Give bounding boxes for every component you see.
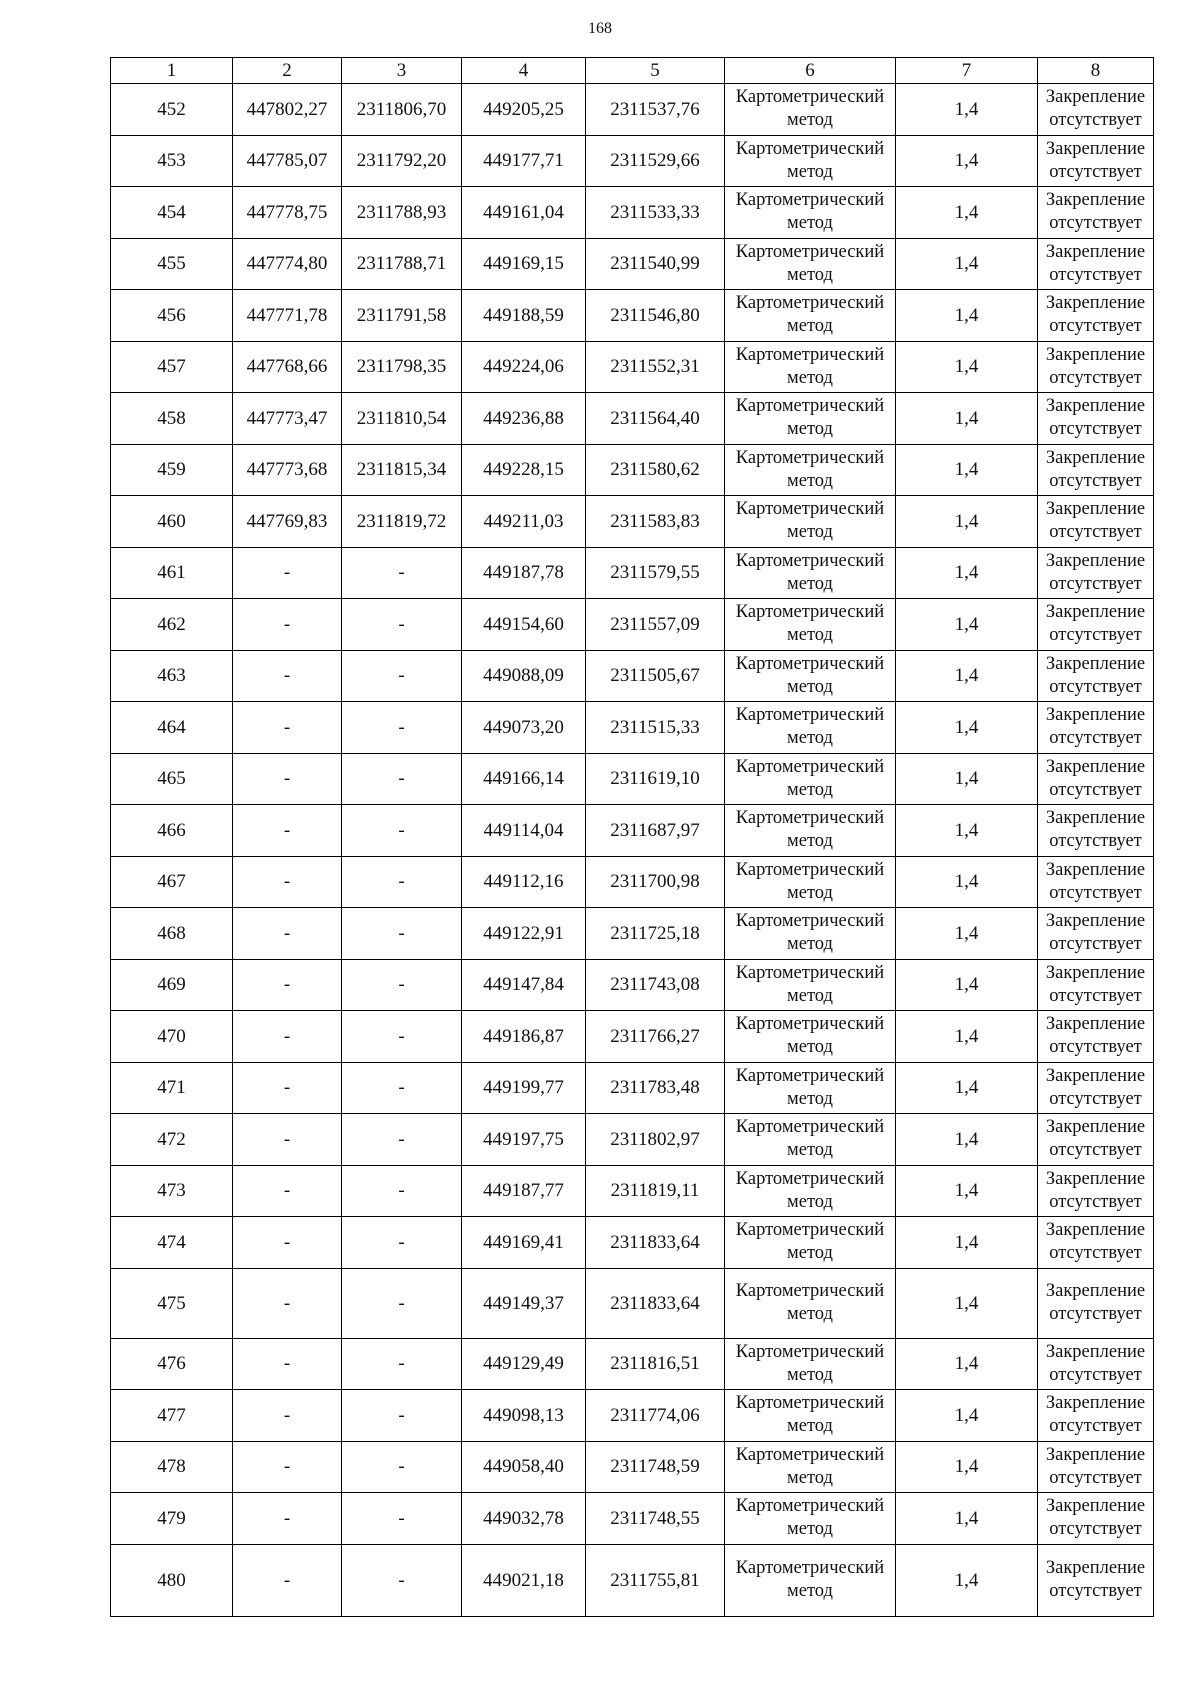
method-cell: Картометрический метод — [725, 1544, 896, 1616]
old-x-cell: 447773,68 — [233, 444, 342, 496]
new-y-cell: 2311816,51 — [586, 1338, 725, 1390]
method-cell: Картометрический метод — [725, 959, 896, 1011]
old-x-cell: 447769,83 — [233, 496, 342, 548]
old-y-cell: 2311815,34 — [342, 444, 462, 496]
new-y-cell: 2311802,97 — [586, 1114, 725, 1166]
new-y-cell: 2311748,55 — [586, 1493, 725, 1545]
new-y-cell: 2311819,11 — [586, 1165, 725, 1217]
header-cell-7: 7 — [896, 58, 1038, 84]
point-number-cell: 476 — [111, 1338, 233, 1390]
table-row — [111, 187, 1154, 239]
fixing-cell: Закрепление отсутствует — [1038, 135, 1154, 187]
method-cell: Картометрический метод — [725, 444, 896, 496]
accuracy-cell: 1,4 — [896, 908, 1038, 960]
accuracy-cell: 1,4 — [896, 650, 1038, 702]
new-y-cell: 2311748,59 — [586, 1441, 725, 1493]
table-row — [111, 1217, 1154, 1269]
method-cell: Картометрический метод — [725, 547, 896, 599]
point-number-cell: 456 — [111, 290, 233, 342]
old-y-cell: - — [342, 959, 462, 1011]
old-x-cell: 447773,47 — [233, 393, 342, 445]
header-cell-6: 6 — [725, 58, 896, 84]
old-y-cell: 2311806,70 — [342, 84, 462, 136]
new-y-cell: 2311743,08 — [586, 959, 725, 1011]
fixing-cell: Закрепление отсутствует — [1038, 1062, 1154, 1114]
old-y-cell: 2311788,71 — [342, 238, 462, 290]
table-row — [111, 959, 1154, 1011]
table-row — [111, 908, 1154, 960]
accuracy-cell: 1,4 — [896, 1217, 1038, 1269]
accuracy-cell: 1,4 — [896, 599, 1038, 651]
new-y-cell: 2311833,64 — [586, 1268, 725, 1338]
old-y-cell: - — [342, 1165, 462, 1217]
accuracy-cell: 1,4 — [896, 1011, 1038, 1063]
header-cell-2: 2 — [233, 58, 342, 84]
method-cell: Картометрический метод — [725, 238, 896, 290]
table-row — [111, 238, 1154, 290]
fixing-cell: Закрепление отсутствует — [1038, 1390, 1154, 1442]
accuracy-cell: 1,4 — [896, 1268, 1038, 1338]
new-x-cell: 449187,78 — [462, 547, 586, 599]
new-x-cell: 449166,14 — [462, 753, 586, 805]
old-x-cell: 447785,07 — [233, 135, 342, 187]
table-row — [111, 702, 1154, 754]
new-x-cell: 449021,18 — [462, 1544, 586, 1616]
fixing-cell: Закрепление отсутствует — [1038, 1493, 1154, 1545]
point-number-cell: 459 — [111, 444, 233, 496]
new-y-cell: 2311580,62 — [586, 444, 725, 496]
table-row — [111, 1011, 1154, 1063]
new-y-cell: 2311579,55 — [586, 547, 725, 599]
point-number-cell: 457 — [111, 341, 233, 393]
new-x-cell: 449169,15 — [462, 238, 586, 290]
fixing-cell: Закрепление отсутствует — [1038, 1338, 1154, 1390]
point-number-cell: 460 — [111, 496, 233, 548]
new-x-cell: 449186,87 — [462, 1011, 586, 1063]
old-y-cell: - — [342, 1441, 462, 1493]
new-x-cell: 449073,20 — [462, 702, 586, 754]
point-number-cell: 479 — [111, 1493, 233, 1545]
table-row — [111, 393, 1154, 445]
table-row — [111, 1062, 1154, 1114]
method-cell: Картометрический метод — [725, 135, 896, 187]
fixing-cell: Закрепление отсутствует — [1038, 444, 1154, 496]
old-x-cell: - — [233, 599, 342, 651]
accuracy-cell: 1,4 — [896, 805, 1038, 857]
old-x-cell: - — [233, 547, 342, 599]
old-x-cell: 447768,66 — [233, 341, 342, 393]
new-y-cell: 2311505,67 — [586, 650, 725, 702]
new-y-cell: 2311725,18 — [586, 908, 725, 960]
fixing-cell: Закрепление отсутствует — [1038, 1217, 1154, 1269]
method-cell: Картометрический метод — [725, 1011, 896, 1063]
old-x-cell: - — [233, 805, 342, 857]
table-row — [111, 1165, 1154, 1217]
old-x-cell: - — [233, 650, 342, 702]
table-row — [111, 1338, 1154, 1390]
table-header-row — [111, 58, 1154, 84]
new-y-cell: 2311552,31 — [586, 341, 725, 393]
new-x-cell: 449088,09 — [462, 650, 586, 702]
accuracy-cell: 1,4 — [896, 444, 1038, 496]
old-y-cell: - — [342, 1268, 462, 1338]
point-number-cell: 473 — [111, 1165, 233, 1217]
old-y-cell: 2311810,54 — [342, 393, 462, 445]
new-x-cell: 449205,25 — [462, 84, 586, 136]
fixing-cell: Закрепление отсутствует — [1038, 290, 1154, 342]
fixing-cell: Закрепление отсутствует — [1038, 702, 1154, 754]
new-x-cell: 449224,06 — [462, 341, 586, 393]
new-x-cell: 449188,59 — [462, 290, 586, 342]
table-row — [111, 856, 1154, 908]
header-cell-4: 4 — [462, 58, 586, 84]
accuracy-cell: 1,4 — [896, 1441, 1038, 1493]
old-y-cell: - — [342, 1062, 462, 1114]
fixing-cell: Закрепление отсутствует — [1038, 1441, 1154, 1493]
method-cell: Картометрический метод — [725, 1338, 896, 1390]
old-x-cell: - — [233, 1338, 342, 1390]
accuracy-cell: 1,4 — [896, 702, 1038, 754]
fixing-cell: Закрепление отсутствует — [1038, 908, 1154, 960]
accuracy-cell: 1,4 — [896, 856, 1038, 908]
accuracy-cell: 1,4 — [896, 959, 1038, 1011]
old-y-cell: - — [342, 1338, 462, 1390]
point-number-cell: 466 — [111, 805, 233, 857]
old-y-cell: - — [342, 1390, 462, 1442]
new-x-cell: 449228,15 — [462, 444, 586, 496]
new-x-cell: 449177,71 — [462, 135, 586, 187]
new-y-cell: 2311533,33 — [586, 187, 725, 239]
old-x-cell: - — [233, 702, 342, 754]
old-y-cell: 2311798,35 — [342, 341, 462, 393]
old-y-cell: - — [342, 753, 462, 805]
table-row — [111, 1268, 1154, 1338]
point-number-cell: 469 — [111, 959, 233, 1011]
method-cell: Картометрический метод — [725, 187, 896, 239]
new-y-cell: 2311774,06 — [586, 1390, 725, 1442]
old-x-cell: 447778,75 — [233, 187, 342, 239]
table-row — [111, 599, 1154, 651]
method-cell: Картометрический метод — [725, 496, 896, 548]
old-y-cell: 2311819,72 — [342, 496, 462, 548]
old-y-cell: - — [342, 702, 462, 754]
table-row — [111, 1544, 1154, 1616]
new-x-cell: 449161,04 — [462, 187, 586, 239]
table-row — [111, 1441, 1154, 1493]
coordinates-table — [110, 57, 1154, 1617]
new-y-cell: 2311783,48 — [586, 1062, 725, 1114]
point-number-cell: 467 — [111, 856, 233, 908]
old-x-cell: - — [233, 908, 342, 960]
old-y-cell: - — [342, 650, 462, 702]
point-number-cell: 470 — [111, 1011, 233, 1063]
method-cell: Картометрический метод — [725, 341, 896, 393]
method-cell: Картометрический метод — [725, 290, 896, 342]
fixing-cell: Закрепление отсутствует — [1038, 856, 1154, 908]
point-number-cell: 477 — [111, 1390, 233, 1442]
accuracy-cell: 1,4 — [896, 1062, 1038, 1114]
old-x-cell: - — [233, 1114, 342, 1166]
fixing-cell: Закрепление отсутствует — [1038, 1011, 1154, 1063]
old-y-cell: - — [342, 1544, 462, 1616]
fixing-cell: Закрепление отсутствует — [1038, 187, 1154, 239]
old-x-cell: - — [233, 1011, 342, 1063]
accuracy-cell: 1,4 — [896, 1390, 1038, 1442]
old-y-cell: - — [342, 1011, 462, 1063]
old-y-cell: - — [342, 547, 462, 599]
old-y-cell: 2311792,20 — [342, 135, 462, 187]
method-cell: Картометрический метод — [725, 908, 896, 960]
fixing-cell: Закрепление отсутствует — [1038, 84, 1154, 136]
old-x-cell: - — [233, 1165, 342, 1217]
old-x-cell: 447771,78 — [233, 290, 342, 342]
method-cell: Картометрический метод — [725, 1062, 896, 1114]
new-x-cell: 449114,04 — [462, 805, 586, 857]
old-y-cell: 2311791,58 — [342, 290, 462, 342]
accuracy-cell: 1,4 — [896, 1544, 1038, 1616]
point-number-cell: 458 — [111, 393, 233, 445]
fixing-cell: Закрепление отсутствует — [1038, 599, 1154, 651]
method-cell: Картометрический метод — [725, 856, 896, 908]
fixing-cell: Закрепление отсутствует — [1038, 805, 1154, 857]
new-x-cell: 449199,77 — [462, 1062, 586, 1114]
new-x-cell: 449129,49 — [462, 1338, 586, 1390]
old-y-cell: - — [342, 856, 462, 908]
point-number-cell: 465 — [111, 753, 233, 805]
new-y-cell: 2311537,76 — [586, 84, 725, 136]
method-cell: Картометрический метод — [725, 84, 896, 136]
point-number-cell: 480 — [111, 1544, 233, 1616]
point-number-cell: 474 — [111, 1217, 233, 1269]
point-number-cell: 471 — [111, 1062, 233, 1114]
method-cell: Картометрический метод — [725, 1268, 896, 1338]
new-x-cell: 449122,91 — [462, 908, 586, 960]
fixing-cell: Закрепление отсутствует — [1038, 1114, 1154, 1166]
new-y-cell: 2311529,66 — [586, 135, 725, 187]
point-number-cell: 464 — [111, 702, 233, 754]
old-y-cell: - — [342, 1217, 462, 1269]
new-x-cell: 449197,75 — [462, 1114, 586, 1166]
old-x-cell: - — [233, 1390, 342, 1442]
new-y-cell: 2311619,10 — [586, 753, 725, 805]
accuracy-cell: 1,4 — [896, 187, 1038, 239]
old-y-cell: - — [342, 908, 462, 960]
point-number-cell: 452 — [111, 84, 233, 136]
accuracy-cell: 1,4 — [896, 393, 1038, 445]
fixing-cell: Закрепление отсутствует — [1038, 547, 1154, 599]
point-number-cell: 455 — [111, 238, 233, 290]
point-number-cell: 475 — [111, 1268, 233, 1338]
header-cell-8: 8 — [1038, 58, 1154, 84]
table-row — [111, 444, 1154, 496]
new-x-cell: 449112,16 — [462, 856, 586, 908]
new-y-cell: 2311583,83 — [586, 496, 725, 548]
old-y-cell: - — [342, 599, 462, 651]
table-row — [111, 135, 1154, 187]
point-number-cell: 454 — [111, 187, 233, 239]
point-number-cell: 461 — [111, 547, 233, 599]
method-cell: Картометрический метод — [725, 1493, 896, 1545]
old-x-cell: - — [233, 1268, 342, 1338]
new-x-cell: 449149,37 — [462, 1268, 586, 1338]
new-y-cell: 2311687,97 — [586, 805, 725, 857]
accuracy-cell: 1,4 — [896, 1493, 1038, 1545]
new-x-cell: 449169,41 — [462, 1217, 586, 1269]
new-x-cell: 449032,78 — [462, 1493, 586, 1545]
accuracy-cell: 1,4 — [896, 1165, 1038, 1217]
old-y-cell: - — [342, 805, 462, 857]
fixing-cell: Закрепление отсутствует — [1038, 238, 1154, 290]
page-number: 168 — [588, 20, 612, 37]
new-y-cell: 2311833,64 — [586, 1217, 725, 1269]
method-cell: Картометрический метод — [725, 753, 896, 805]
accuracy-cell: 1,4 — [896, 1338, 1038, 1390]
old-y-cell: - — [342, 1493, 462, 1545]
point-number-cell: 463 — [111, 650, 233, 702]
method-cell: Картометрический метод — [725, 650, 896, 702]
new-y-cell: 2311564,40 — [586, 393, 725, 445]
method-cell: Картометрический метод — [725, 805, 896, 857]
fixing-cell: Закрепление отсутствует — [1038, 1165, 1154, 1217]
new-y-cell: 2311700,98 — [586, 856, 725, 908]
old-x-cell: 447802,27 — [233, 84, 342, 136]
header-cell-5: 5 — [586, 58, 725, 84]
accuracy-cell: 1,4 — [896, 1114, 1038, 1166]
old-x-cell: - — [233, 1217, 342, 1269]
table-row — [111, 341, 1154, 393]
method-cell: Картометрический метод — [725, 1165, 896, 1217]
old-y-cell: - — [342, 1114, 462, 1166]
table-row — [111, 1390, 1154, 1442]
table-row — [111, 547, 1154, 599]
method-cell: Картометрический метод — [725, 599, 896, 651]
table-row — [111, 1114, 1154, 1166]
new-x-cell: 449147,84 — [462, 959, 586, 1011]
point-number-cell: 478 — [111, 1441, 233, 1493]
new-x-cell: 449098,13 — [462, 1390, 586, 1442]
new-y-cell: 2311766,27 — [586, 1011, 725, 1063]
table-row — [111, 805, 1154, 857]
new-x-cell: 449058,40 — [462, 1441, 586, 1493]
new-y-cell: 2311557,09 — [586, 599, 725, 651]
table-row — [111, 290, 1154, 342]
accuracy-cell: 1,4 — [896, 341, 1038, 393]
method-cell: Картометрический метод — [725, 393, 896, 445]
fixing-cell: Закрепление отсутствует — [1038, 341, 1154, 393]
fixing-cell: Закрепление отсутствует — [1038, 753, 1154, 805]
old-x-cell: - — [233, 856, 342, 908]
header-cell-1: 1 — [111, 58, 233, 84]
new-x-cell: 449187,77 — [462, 1165, 586, 1217]
accuracy-cell: 1,4 — [896, 238, 1038, 290]
point-number-cell: 468 — [111, 908, 233, 960]
new-y-cell: 2311515,33 — [586, 702, 725, 754]
accuracy-cell: 1,4 — [896, 135, 1038, 187]
old-x-cell: - — [233, 753, 342, 805]
method-cell: Картометрический метод — [725, 1217, 896, 1269]
method-cell: Картометрический метод — [725, 1441, 896, 1493]
header-cell-3: 3 — [342, 58, 462, 84]
fixing-cell: Закрепление отсутствует — [1038, 959, 1154, 1011]
accuracy-cell: 1,4 — [896, 290, 1038, 342]
point-number-cell: 453 — [111, 135, 233, 187]
method-cell: Картометрический метод — [725, 1390, 896, 1442]
new-y-cell: 2311546,80 — [586, 290, 725, 342]
table-row — [111, 650, 1154, 702]
method-cell: Картометрический метод — [725, 1114, 896, 1166]
table-row — [111, 1493, 1154, 1545]
new-y-cell: 2311540,99 — [586, 238, 725, 290]
table-row — [111, 753, 1154, 805]
old-y-cell: 2311788,93 — [342, 187, 462, 239]
fixing-cell: Закрепление отсутствует — [1038, 1544, 1154, 1616]
old-x-cell: - — [233, 1441, 342, 1493]
accuracy-cell: 1,4 — [896, 753, 1038, 805]
method-cell: Картометрический метод — [725, 702, 896, 754]
accuracy-cell: 1,4 — [896, 547, 1038, 599]
old-x-cell: - — [233, 1493, 342, 1545]
accuracy-cell: 1,4 — [896, 496, 1038, 548]
fixing-cell: Закрепление отсутствует — [1038, 393, 1154, 445]
new-x-cell: 449211,03 — [462, 496, 586, 548]
fixing-cell: Закрепление отсутствует — [1038, 1268, 1154, 1338]
new-x-cell: 449154,60 — [462, 599, 586, 651]
old-x-cell: - — [233, 959, 342, 1011]
new-x-cell: 449236,88 — [462, 393, 586, 445]
table-body — [111, 84, 1154, 1617]
old-x-cell: - — [233, 1062, 342, 1114]
fixing-cell: Закрепление отсутствует — [1038, 496, 1154, 548]
point-number-cell: 472 — [111, 1114, 233, 1166]
new-y-cell: 2311755,81 — [586, 1544, 725, 1616]
accuracy-cell: 1,4 — [896, 84, 1038, 136]
table-row — [111, 496, 1154, 548]
fixing-cell: Закрепление отсутствует — [1038, 650, 1154, 702]
old-x-cell: - — [233, 1544, 342, 1616]
point-number-cell: 462 — [111, 599, 233, 651]
table-row — [111, 84, 1154, 136]
old-x-cell: 447774,80 — [233, 238, 342, 290]
